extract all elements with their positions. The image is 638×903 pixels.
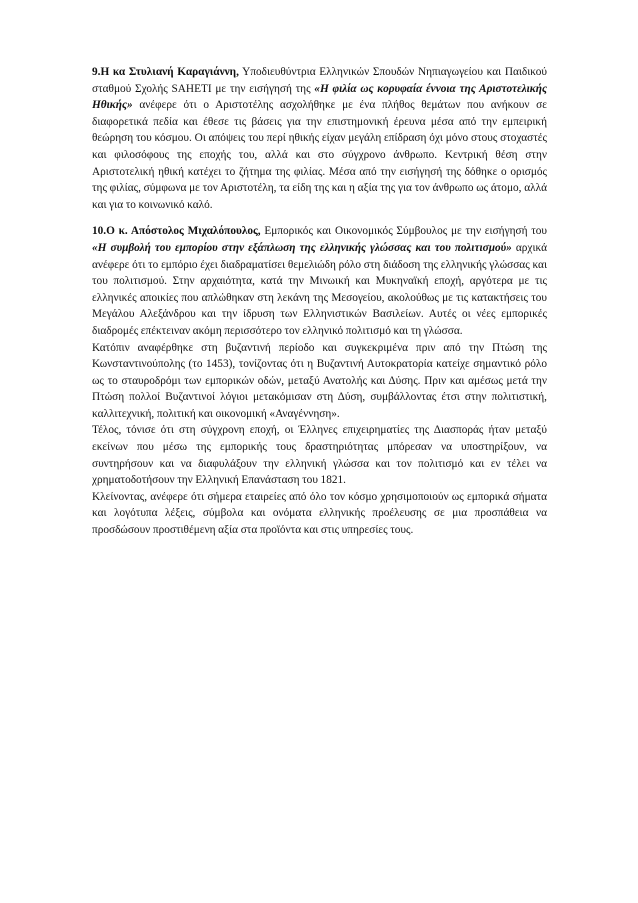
talk-title: «Η φιλία ως κορυφαία έννοια της Αριστοτελικής Ηθικής» — [92, 82, 548, 112]
speaker-role: Υποδιευθύντρια Ελληνικών Σπουδών Νηπιαγωγείου και Παιδικού σταθμού Σχολής SAHETI με την εισήγησή της — [92, 66, 547, 95]
talk-title: «Η συμβολή του εμπορίου στην εξάπλωση της ελληνικής γλώσσας και του πολιτισμού» — [92, 241, 512, 254]
paragraph-speaker-10 — [92, 223, 547, 339]
paragraph-closing: Κλείνοντας, ανέφερε ότι σήμερα εταιρείες από όλο τον κόσμο χρησιμοποιούν ως εμπορικά σήματα και λογότυπα λέξεις, σύμβολα και ονόματα ελληνικής προέλευσης σε μια προσπάθεια να προσδώσουν προστιθέμενη αξία στα προϊόντα και στις υπηρεσίες τους. — [92, 490, 547, 537]
speaker-name: 10.Ο κ. Απόστολος Μιχαλόπουλος, — [92, 225, 261, 238]
speaker-name: 9.Η κα Στυλιανή Καραγιάννη, — [92, 66, 239, 78]
document-page — [92, 64, 547, 539]
talk-summary: ανέφερε ότι ο Αριστοτέλης ασχολήθηκε με ένα πλήθος θεμάτων που ανήκουν σε διαφορετικά πεδία και έθεσε τις βάσεις για την επιστημονική έρευνα μέσα από την εμπειρική θεώρηση του κόσμου. Οι απόψεις του περί ηθικής είχαν μεγάλη επίδραση όχι μόνο στους στοχαστές και φιλοσόφους της εποχής του, αλλά και στο σύγχρονο άνθρωπο. Κεντρική θέση στην Αριστοτελική ηθική κατέχει το ζήτημα της φιλίας. Μέσα από την εισήγησή της δόθηκε ο ορισμός της φιλίας, σύμφωνα με τον Αριστοτέλη, τα είδη της και η αξία της για τον άνθρωπο ως άτομο, αλλά και για το κοινωνικό καλό. — [92, 99, 547, 211]
paragraph-speaker-9 — [92, 64, 547, 213]
paragraph-byzantine: Κατόπιν αναφέρθηκε στη βυζαντινή περίοδο και συγκεκριμένα πριν από την Πτώση της Κωνσταντινούπολης (το 1453), τονίζοντας ότι η Βυζαντινή Αυτοκρατορία κατείχε σημαντικό ρόλο ως το σταυροδρόμι των εμπορικών οδών, μεταξύ Ανατολής και Δύσης. Πριν και αμέσως μετά την Πτώση πολλοί Βυζαντινοί λόγιοι μετακόμισαν στη Δύση, συμβάλλοντας έτσι στην πολιτιστική, καλλιτεχνική, πολιτική και οικονομική «Αναγέννηση». — [92, 341, 547, 420]
paragraph-diaspora: Τέλος, τόνισε ότι στη σύγχρονη εποχή, οι Έλληνες επιχειρηματίες της Διασποράς ήταν μεταξύ εκείνων που μέσω της εμπορικής τους δραστηριότητας μπόρεσαν να υποστηρίξουν, να συντηρήσουν και να διαφυλάξουν την ελληνική γλώσσα και τον πολιτισμό και εν τέλει να χρηματοδοτήσουν την Ελληνική Επανάσταση του 1821. — [92, 424, 547, 487]
speaker-role: Εμπορικός και Οικονομικός Σύμβουλος με την εισήγησή του — [260, 225, 548, 238]
talk-summary: αρχικά ανέφερε ότι το εμπόριο έχει διαδραματίσει θεμελιώδη ρόλο στη διάδοση της ελληνικής γλώσσας και του πολιτισμού. Στην αρχαιότητα, κατά την Μινωική και Μυκηναϊκή εποχή, αργότερα με τις ελληνικές αποικίες που απλώθηκαν στη λεκάνη της Μεσογείου, ακολούθως με τις κατακτήσεις του Μεγάλου Αλεξάνδρου και την ίδρυση των Ελληνιστικών Βασιλείων. Αυτές οι νέες εμπορικές διαδρομές επέκτειναν ακόμη περισσότερο τον ελληνικό πολιτισμό και τη γλώσσα. — [92, 241, 547, 337]
